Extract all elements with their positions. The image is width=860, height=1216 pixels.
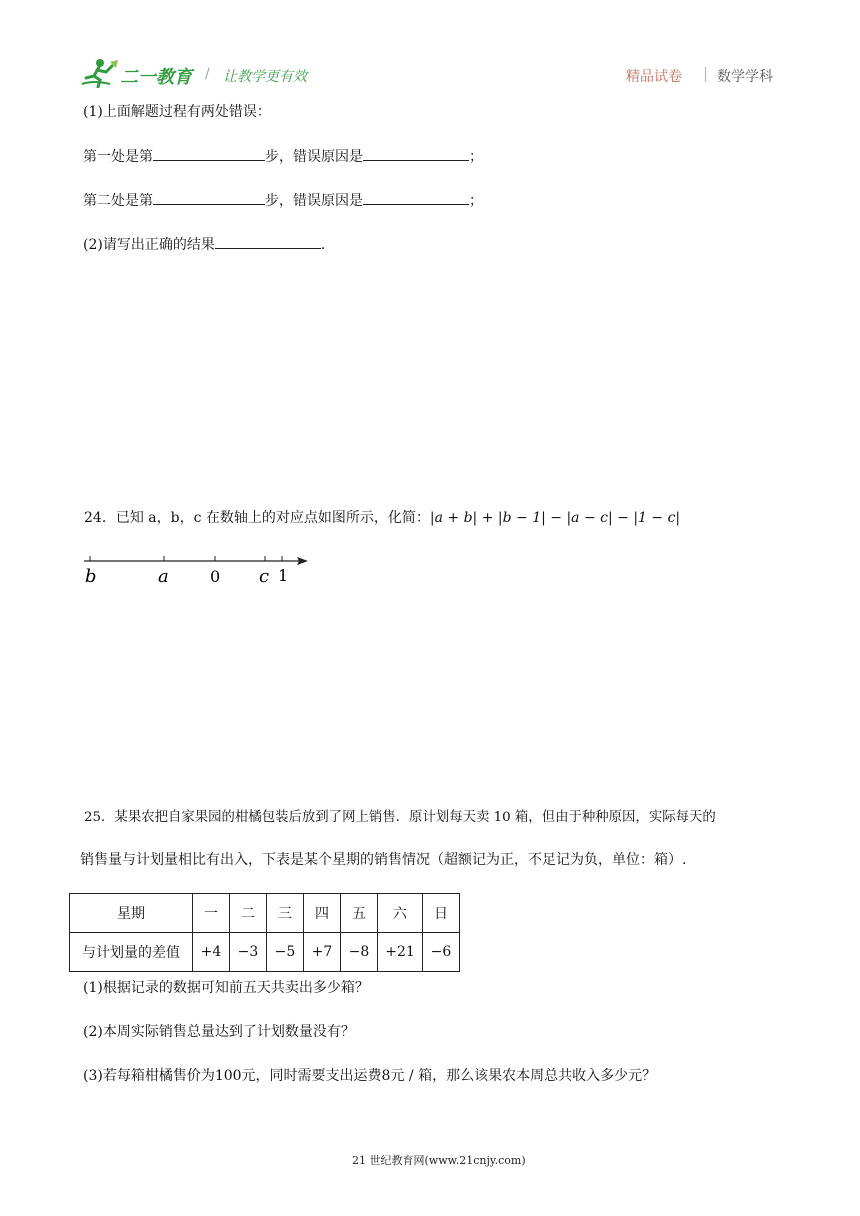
sales-table (69, 893, 460, 972)
value-cell: +7 (304, 933, 341, 972)
q24-line (84, 508, 680, 528)
doc-type-label: 精品试卷 (626, 69, 682, 85)
table-row (70, 933, 460, 972)
header-cell: 五 (341, 894, 378, 933)
value-cell: −8 (341, 933, 378, 972)
q23-second-end: ； (469, 193, 483, 209)
q23-first-step-blank[interactable] (153, 146, 265, 161)
q25-sub2: (2)本周实际销售总量达到了计划数量没有？ (83, 1024, 355, 1040)
q23-part2-line (83, 234, 325, 255)
value-cell: +4 (193, 933, 230, 972)
q23-second-error-line (83, 190, 483, 211)
q23-first-prefix: 第一处是第 (83, 149, 153, 165)
q23-first-error-line (83, 146, 483, 167)
label-c: c (259, 566, 270, 587)
value-cell: −6 (423, 933, 460, 972)
label-b: b (85, 566, 97, 587)
header-cell: 三 (267, 894, 304, 933)
q23-part2-prefix: (2)请写出正确的结果 (83, 237, 215, 253)
runner-logo-icon (80, 58, 120, 88)
q23-result-blank[interactable] (215, 234, 321, 249)
header-cell: 日 (423, 894, 460, 933)
header-cell: 六 (378, 894, 423, 933)
header-separator: | (703, 64, 709, 82)
value-cell: −3 (230, 933, 267, 972)
row-label-cell: 与计划量的差值 (70, 933, 193, 972)
header-slash: / (205, 66, 210, 82)
header-cell: 四 (304, 894, 341, 933)
q25-line1: 25．某果农把自家果园的柑橘包装后放到了网上销售．原计划每天卖 10 箱，但由于种种原因，实际每天的 (84, 810, 716, 825)
q23-second-step-blank[interactable] (153, 190, 265, 205)
q23-first-mid: 步，错误原因是 (265, 149, 363, 165)
page-footer: 21 世纪教育网(www.21cnjy.com) (352, 1154, 526, 1167)
q24-text: 24．已知 a，b，c 在数轴上的对应点如图所示，化简： (84, 510, 430, 526)
q23-first-end: ； (469, 149, 483, 165)
value-cell: −5 (267, 933, 304, 972)
brand-slogan: 让教学更有效 (223, 69, 307, 85)
table-header-row (70, 894, 460, 933)
number-line-figure (80, 548, 320, 588)
subject-label: 数学学科 (717, 69, 773, 85)
q23-second-prefix: 第二处是第 (83, 193, 153, 209)
q23-part1-intro: (1)上面解题过程有两处错误： (83, 104, 271, 120)
q23-second-reason-blank[interactable] (363, 190, 469, 205)
q25-sub1: (1)根据记录的数据可知前五天共卖出多少箱？ (83, 980, 369, 996)
header-cell: 一 (193, 894, 230, 933)
q23-first-reason-blank[interactable] (363, 146, 469, 161)
header-cell: 二 (230, 894, 267, 933)
brand-name: 二一教育 (120, 67, 192, 88)
q25-line2: 销售量与计划量相比有出入，下表是某个星期的销售情况（超额记为正，不足记为负，单位：箱）. (80, 852, 687, 868)
label-1: 1 (278, 566, 289, 585)
value-cell: +21 (378, 933, 423, 972)
label-0: 0 (210, 567, 221, 586)
q23-second-mid: 步，错误原因是 (265, 193, 363, 209)
label-a: a (158, 566, 169, 587)
q25-sub3: (3)若每箱柑橘售价为100元，同时需要支出运费8元 / 箱，那么该果农本周总共收入多少元？ (83, 1068, 657, 1084)
q24-expression: |a + b| + |b − 1| − |a − c| − |1 − c| (429, 510, 681, 526)
q23-part2-end: . (320, 237, 326, 253)
header-cell: 星期 (70, 894, 193, 933)
